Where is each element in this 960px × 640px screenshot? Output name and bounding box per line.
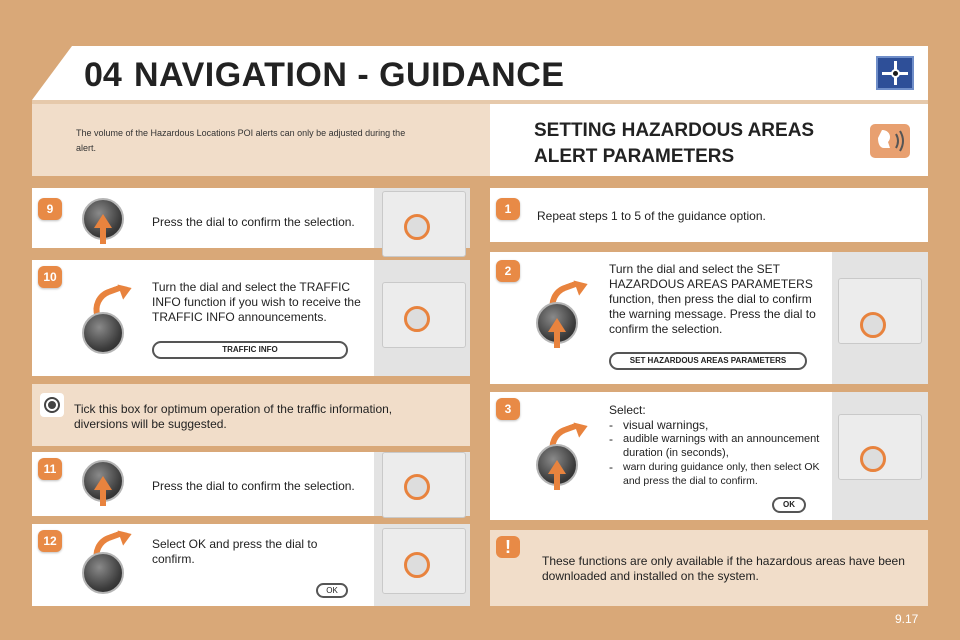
- radio-unit-icon: [838, 414, 922, 480]
- radio-knob-icon: [404, 306, 430, 332]
- navigation-icon: [876, 56, 914, 90]
- radio-knob-icon: [404, 474, 430, 500]
- step-2-badge: 2: [496, 260, 520, 282]
- section-title: SETTING HAZARDOUS AREAS ALERT PARAMETERS: [534, 120, 815, 167]
- header-corner: [32, 46, 72, 100]
- press-arrowhead-icon: [548, 460, 566, 474]
- step-11-badge: 11: [38, 458, 62, 480]
- step-3-option-audible: audible warnings with an announcement duration (in seconds),: [623, 433, 820, 459]
- press-arrow-icon: [554, 330, 560, 348]
- step-9-badge: 9: [38, 198, 62, 220]
- radio-knob-icon: [404, 552, 430, 578]
- press-arrow-icon: [554, 472, 560, 490]
- step-3-option-visual: visual warnings,: [623, 418, 709, 432]
- press-arrow-icon: [100, 488, 106, 506]
- warning-icon: !: [496, 536, 520, 558]
- tip-icon: [40, 393, 64, 417]
- option-ok: OK: [772, 497, 806, 513]
- bullet-dash: -: [609, 418, 613, 432]
- warning-text: These functions are only available if the hazardous areas have been downloaded and installed on the system.: [542, 554, 905, 583]
- step-9-text: Press the dial to confirm the selection.: [152, 215, 355, 229]
- step-12-text: Select OK and press the dial to confirm.: [152, 537, 318, 566]
- intro-text: The volume of the Hazardous Locations POI alerts can only be adjusted during the alert.: [76, 128, 406, 153]
- bullet-dash: -: [609, 432, 613, 446]
- page-title: NAVIGATION - GUIDANCE: [134, 56, 565, 94]
- step-10-text: Turn the dial and select the TRAFFIC INFO function if you wish to receive the TRAFFIC INFO announcements.: [152, 280, 361, 324]
- step-3-badge: 3: [496, 398, 520, 420]
- press-arrowhead-icon: [94, 476, 112, 490]
- dial-icon: [82, 552, 124, 594]
- press-arrowhead-icon: [548, 318, 566, 332]
- radio-knob-icon: [404, 214, 430, 240]
- step-2-text: Turn the dial and select the SET HAZARDOUS AREAS PARAMETERS function, then press the dial to confirm the warning message. Press the dial to confirm the selection.: [609, 262, 816, 336]
- tip-text: Tick this box for optimum operation of the traffic information, diversions will be suggested.: [74, 402, 393, 431]
- bullet-dash: -: [609, 460, 613, 474]
- step-11-text: Press the dial to confirm the selection.: [152, 479, 355, 493]
- chapter-number: 04: [84, 56, 122, 94]
- step-10-badge: 10: [38, 266, 62, 288]
- step-12-badge: 12: [38, 530, 62, 552]
- radio-knob-icon: [860, 446, 886, 472]
- radio-knob-icon: [860, 312, 886, 338]
- step-1-text: Repeat steps 1 to 5 of the guidance option.: [537, 209, 766, 223]
- press-arrow-icon: [100, 226, 106, 244]
- voice-alert-icon: [870, 124, 910, 158]
- press-arrowhead-icon: [94, 214, 112, 228]
- page-number: 9.17: [895, 612, 919, 626]
- step-1-badge: 1: [496, 198, 520, 220]
- step-3-option-guidance: warn during guidance only, then select OK and press the dial to confirm.: [623, 461, 820, 487]
- option-traffic-info: TRAFFIC INFO: [152, 341, 348, 359]
- step-3-intro: Select:: [609, 403, 646, 417]
- dial-icon: [82, 312, 124, 354]
- option-set-hazardous-areas: SET HAZARDOUS AREAS PARAMETERS: [609, 352, 807, 370]
- option-ok: OK: [316, 583, 348, 598]
